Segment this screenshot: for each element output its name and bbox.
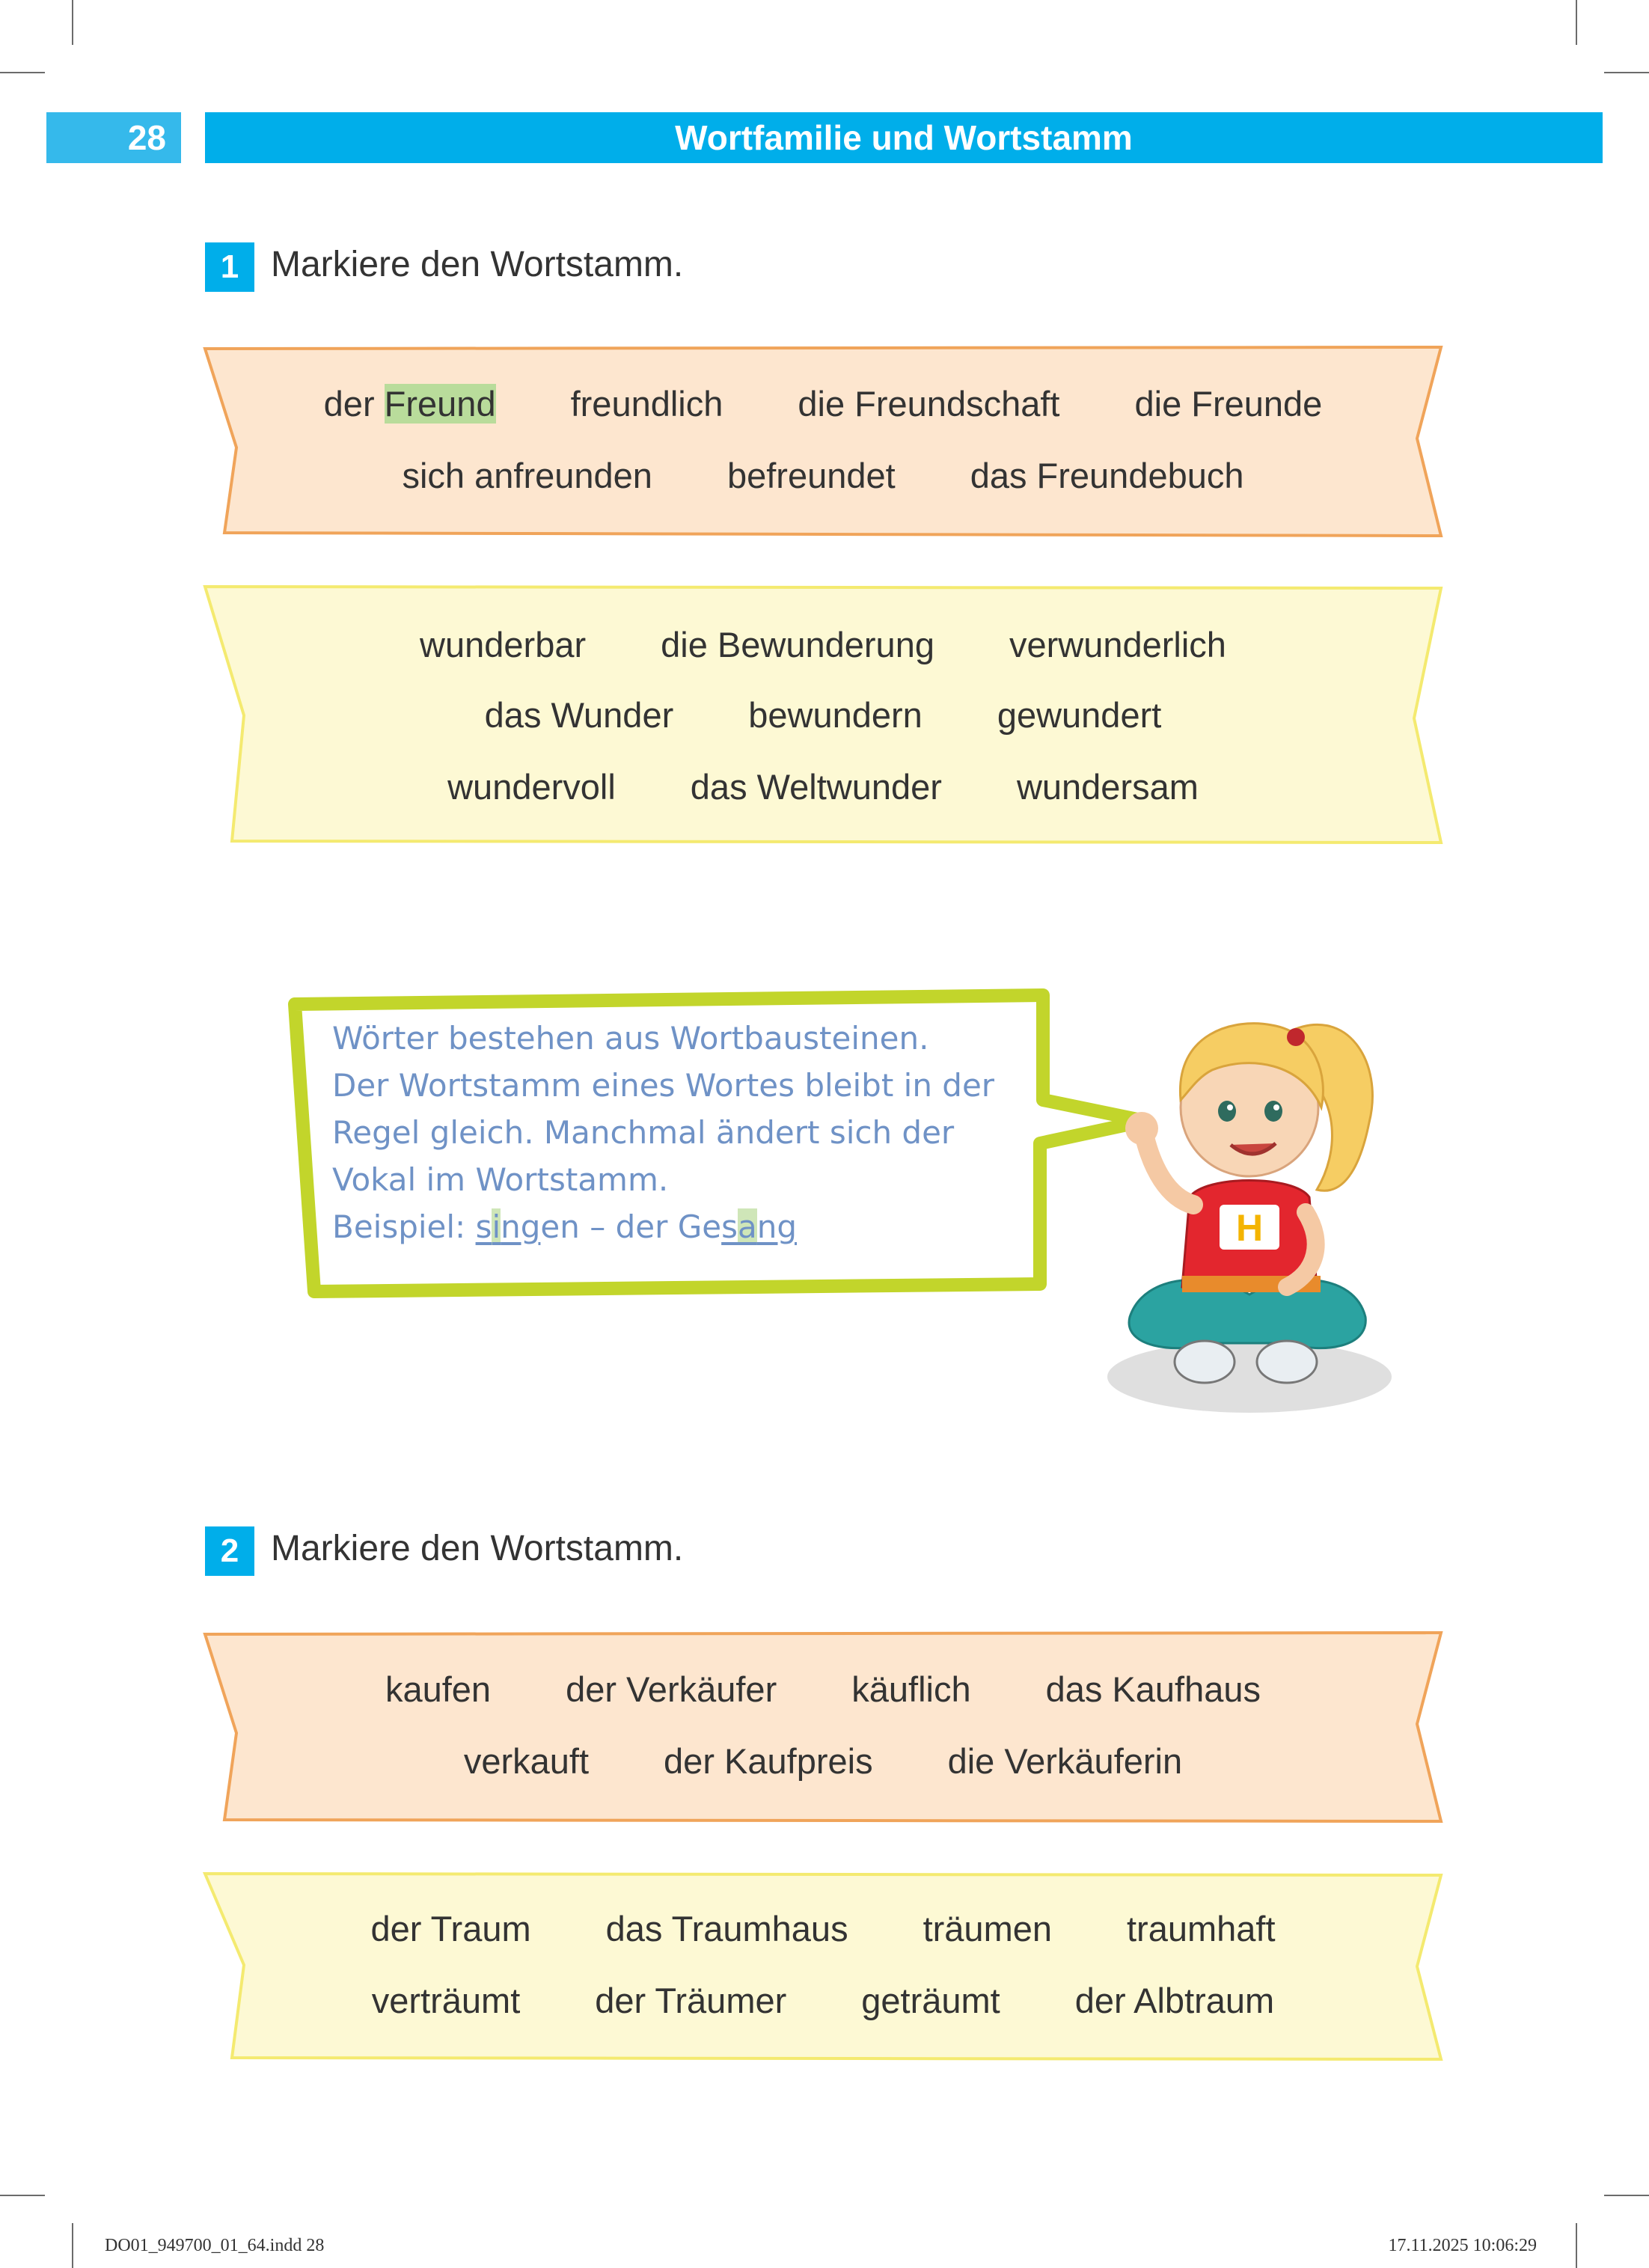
- box-kauf-shape: [202, 1630, 1444, 1824]
- crop-mark: [0, 72, 45, 73]
- word: traumhaft: [1127, 1909, 1276, 1948]
- example-word-singen: [476, 1208, 541, 1245]
- word-box-freund: [202, 344, 1444, 539]
- word: das Traumhaus: [605, 1909, 848, 1948]
- highlighted-vowel: i: [492, 1208, 501, 1245]
- word: geträumt: [861, 1981, 1000, 2020]
- word: befreundet: [726, 456, 896, 495]
- letters: en: [540, 1208, 580, 1245]
- word: das Weltwunder: [690, 767, 942, 807]
- bubble-line: Wörter bestehen aus Wortbausteinen.: [332, 1020, 929, 1057]
- word: das Kaufhaus: [1045, 1669, 1261, 1709]
- word: verwunderlich: [1009, 625, 1226, 664]
- crop-mark: [1604, 72, 1649, 73]
- crop-mark: [1604, 2195, 1649, 2196]
- word: der Träumer: [595, 1981, 787, 2020]
- word-box-kauf: [202, 1630, 1444, 1824]
- crop-mark: [1576, 0, 1577, 45]
- word: wundersam: [1016, 767, 1199, 807]
- example-word-gesang-stem: [721, 1208, 797, 1245]
- box-freund-shape: [202, 344, 1444, 539]
- letters: Ge: [677, 1208, 722, 1245]
- letters: ng: [756, 1208, 798, 1245]
- footer-timestamp: 17.11.2025 10:06:29: [1388, 2236, 1537, 2255]
- word: der Traum: [370, 1909, 531, 1948]
- dash: –: [590, 1208, 606, 1245]
- word: der Kaufpreis: [664, 1741, 873, 1781]
- word: käuflich: [851, 1669, 971, 1709]
- word: der Albtraum: [1074, 1981, 1275, 2020]
- word: die Freunde: [1134, 384, 1323, 424]
- mascot-girl-icon: [1100, 973, 1399, 1422]
- example-article: der: [615, 1208, 668, 1245]
- word: freundlich: [570, 384, 723, 424]
- example-label: Beispiel:: [332, 1208, 466, 1245]
- word: der: [323, 384, 375, 424]
- word: die Bewunderung: [661, 625, 934, 664]
- word-box-traum: [202, 1871, 1444, 2062]
- word-box-wunder: [202, 584, 1444, 846]
- highlighted-vowel: a: [738, 1208, 757, 1245]
- task-2-number: 2: [205, 1526, 254, 1576]
- shirt-letter: H: [1235, 1207, 1264, 1249]
- word: die Freundschaft: [798, 384, 1060, 424]
- word: kaufen: [385, 1669, 492, 1709]
- bubble-example-line: [332, 1203, 994, 1250]
- letters: ng: [501, 1208, 541, 1245]
- highlighted-stem-word: Freund: [384, 384, 496, 424]
- word: träumen: [923, 1909, 1052, 1948]
- box-traum-shape: [202, 1871, 1444, 2062]
- letters: s: [721, 1208, 738, 1245]
- speech-bubble: [284, 988, 1152, 1302]
- task-2-instruction: Markiere den Wortstamm.: [271, 1529, 684, 1568]
- page-number: 28: [46, 112, 181, 163]
- word: sich anfreunden: [402, 456, 652, 495]
- letters: s: [475, 1208, 492, 1245]
- speech-bubble-text: [332, 1015, 994, 1250]
- page-title: Wortfamilie und Wortstamm: [205, 112, 1603, 163]
- mascot-girl-illustration: [1100, 973, 1399, 1422]
- crop-mark: [72, 0, 73, 45]
- word: die Verkäuferin: [947, 1741, 1183, 1781]
- word: bewundern: [748, 695, 923, 735]
- crop-mark: [0, 2195, 45, 2196]
- word: das Freundebuch: [970, 456, 1244, 495]
- crop-mark: [72, 2223, 73, 2268]
- task-1-number: 1: [205, 242, 254, 292]
- bubble-line: Der Wortstamm eines Wortes bleibt in der: [332, 1067, 995, 1104]
- word: gewundert: [997, 695, 1162, 735]
- word: wunderbar: [420, 625, 587, 664]
- word: verkauft: [463, 1741, 590, 1781]
- crop-mark: [1576, 2223, 1577, 2268]
- bubble-line: Regel gleich. Manchmal ändert sich der: [332, 1114, 955, 1151]
- footer-file-info: DO01_949700_01_64.indd 28: [105, 2236, 325, 2255]
- word: der Verkäufer: [566, 1669, 777, 1709]
- task-1-instruction: Markiere den Wortstamm.: [271, 245, 684, 284]
- word: verträumt: [371, 1981, 521, 2020]
- bubble-line: Vokal im Wortstamm.: [332, 1161, 669, 1198]
- word: wundervoll: [447, 767, 616, 807]
- word: das Wunder: [484, 695, 674, 735]
